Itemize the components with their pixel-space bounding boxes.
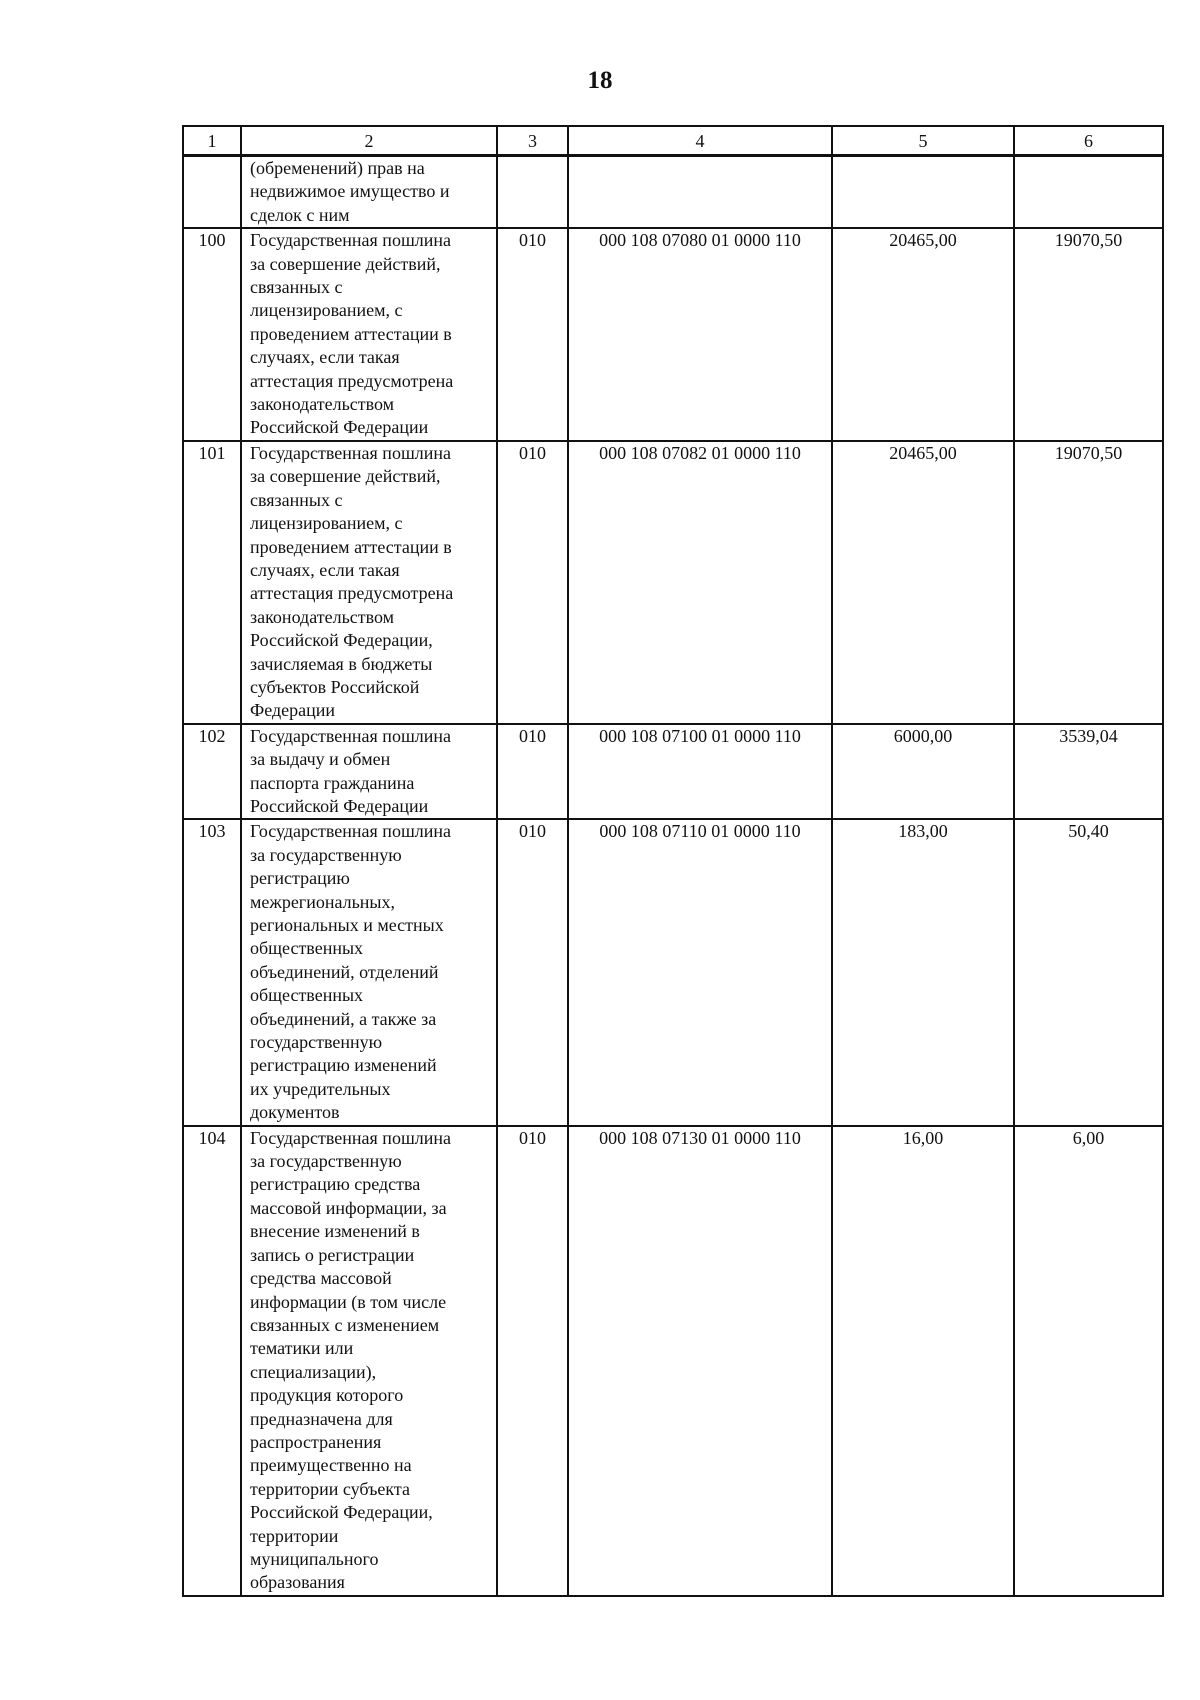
table-row: [183, 441, 1163, 724]
row-fact-value: 3539,04: [1014, 724, 1163, 820]
table-row: [183, 1126, 1163, 1596]
table-header-row: [183, 126, 1163, 156]
row-admin-code: [497, 156, 568, 229]
row-plan-value: 6000,00: [832, 724, 1014, 820]
column-header-6: 6: [1014, 126, 1163, 156]
column-header-1: 1: [183, 126, 241, 156]
row-admin-code: 010: [497, 1126, 568, 1596]
row-budget-code: 000 108 07100 01 0000 110: [568, 724, 832, 820]
row-name: (обременений) прав на недвижимое имущество и сделок с ним: [241, 156, 497, 229]
column-header-3: 3: [497, 126, 568, 156]
column-header-2: 2: [241, 126, 497, 156]
row-fact-value: [1014, 156, 1163, 229]
row-plan-value: 183,00: [832, 819, 1014, 1125]
table-row: [183, 156, 1163, 229]
row-number: 104: [183, 1126, 241, 1596]
row-admin-code: 010: [497, 441, 568, 724]
row-plan-value: 20465,00: [832, 441, 1014, 724]
row-plan-value: 16,00: [832, 1126, 1014, 1596]
column-header-4: 4: [568, 126, 832, 156]
row-number: 102: [183, 724, 241, 820]
row-plan-value: [832, 156, 1014, 229]
row-admin-code: 010: [497, 724, 568, 820]
row-name: Государственная пошлина за государственную регистрацию средства массовой информации, за внесение изменений в запись о регистрации средства массовой информации (в том числе связанных с изменением тематики или специализации), продукция которого предназначена для распространения преимущественно на территории субъекта Российской Федерации, территории муниципального образования: [241, 1126, 497, 1596]
revenue-table: [182, 125, 1164, 1597]
table-row: [183, 724, 1163, 820]
row-admin-code: 010: [497, 819, 568, 1125]
row-budget-code: [568, 156, 832, 229]
row-budget-code: 000 108 07110 01 0000 110: [568, 819, 832, 1125]
row-name: Государственная пошлина за государственную регистрацию межрегиональных, региональных и местных общественных объединений, отделений общественных объединений, а также за государственную регистрацию изменений их учредительных документов: [241, 819, 497, 1125]
row-budget-code: 000 108 07080 01 0000 110: [568, 228, 832, 441]
row-number: 100: [183, 228, 241, 441]
table-row: [183, 819, 1163, 1125]
row-number: 103: [183, 819, 241, 1125]
row-name: Государственная пошлина за совершение действий, связанных с лицензированием, с проведением аттестации в случаях, если такая аттестация предусмотрена законодательством Российской Федерации: [241, 228, 497, 441]
row-fact-value: 50,40: [1014, 819, 1163, 1125]
row-name: Государственная пошлина за совершение действий, связанных с лицензированием, с проведением аттестации в случаях, если такая аттестация предусмотрена законодательством Российской Федерации, зачисляемая в бюджеты субъектов Российской Федерации: [241, 441, 497, 724]
row-name: Государственная пошлина за выдачу и обмен паспорта гражданина Российской Федерации: [241, 724, 497, 820]
row-fact-value: 19070,50: [1014, 441, 1163, 724]
row-admin-code: 010: [497, 228, 568, 441]
row-number: [183, 156, 241, 229]
row-budget-code: 000 108 07082 01 0000 110: [568, 441, 832, 724]
row-fact-value: 19070,50: [1014, 228, 1163, 441]
row-fact-value: 6,00: [1014, 1126, 1163, 1596]
table-row: [183, 228, 1163, 441]
column-header-5: 5: [832, 126, 1014, 156]
row-number: 101: [183, 441, 241, 724]
row-plan-value: 20465,00: [832, 228, 1014, 441]
row-budget-code: 000 108 07130 01 0000 110: [568, 1126, 832, 1596]
page-number: 18: [587, 67, 613, 94]
